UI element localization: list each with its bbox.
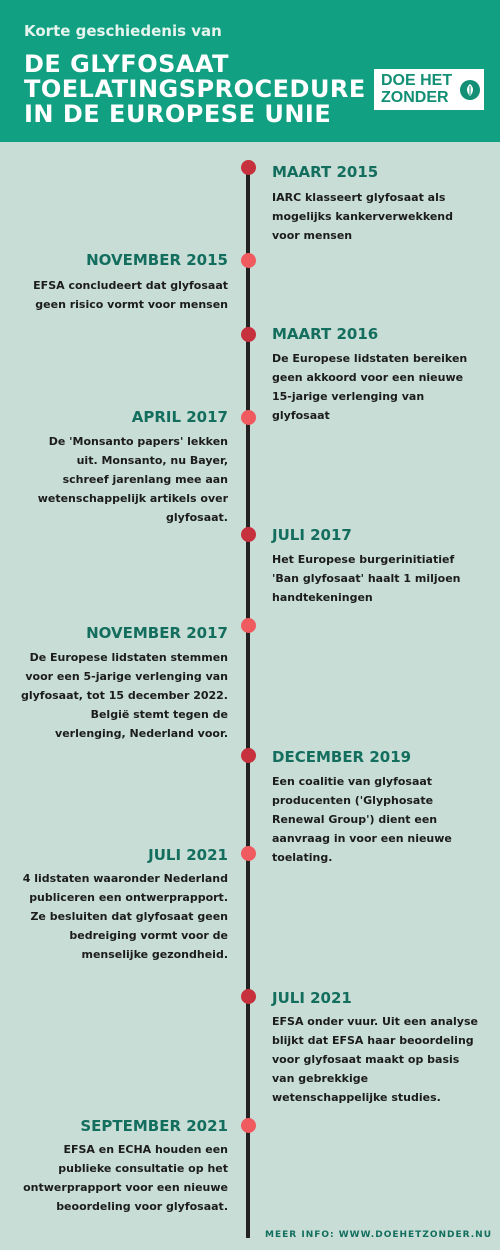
event-text: Een coalitie van glyfosaat producenten ('Glyphosate Renewal Group') dient een aanvraag in voor een nieuwe toelating. — [272, 775, 452, 864]
timeline-dot — [241, 527, 256, 542]
subtitle: Korte geschiedenis van — [24, 22, 222, 40]
title-line-3: IN DE EUROPESE UNIE — [24, 100, 332, 128]
timeline-dot — [241, 618, 256, 633]
event-date: JULI 2021 — [272, 989, 352, 1007]
timeline-dot — [241, 253, 256, 268]
title-line-2: TOELATINGSPROCEDURE — [24, 75, 366, 103]
timeline-line — [246, 163, 250, 1238]
event-text: 4 lidstaten waaronder Nederland publiceren een ontwerprapport. Ze besluiten dat glyfosaat geen bedreiging vormt voor de menselijke gezondheid. — [22, 872, 228, 961]
timeline-dot — [241, 160, 256, 175]
event-date: JULI 2021 — [148, 846, 228, 864]
event-date: NOVEMBER 2015 — [86, 251, 228, 269]
logo-line-2: ZONDER — [381, 89, 449, 106]
timeline-dot — [241, 846, 256, 861]
timeline-dot — [241, 1118, 256, 1133]
event-date: APRIL 2017 — [131, 408, 228, 426]
event-date: JULI 2017 — [272, 526, 352, 544]
event-date: MAART 2016 — [272, 325, 379, 343]
event-text: EFSA concludeert dat glyfosaat geen risico vormt voor mensen — [33, 279, 228, 311]
event-text: Het Europese burgerinitiatief 'Ban glyfosaat' haalt 1 miljoen handtekeningen — [272, 553, 461, 604]
event-text: IARC klasseert glyfosaat als mogelijks kankerverwekkend voor mensen — [272, 191, 454, 242]
logo-line-1: DOE HET — [381, 72, 453, 89]
brand-logo[interactable] — [374, 69, 484, 110]
event-text: De Europese lidstaten bereiken geen akkoord voor een nieuwe 15-jarige verlenging van glyfosaat — [272, 352, 468, 422]
footer-link[interactable]: MEER INFO: WWW.DOEHETZONDER.NU — [265, 1230, 492, 1240]
timeline-dot — [241, 410, 256, 425]
event-text: De 'Monsanto papers' lekken uit. Monsanto, nu Bayer, schreef jarenlang mee aan wetenschappelijk artikels over glyfosaat. — [37, 435, 228, 524]
ok-hand-leaf-icon — [459, 79, 481, 101]
event-text: De Europese lidstaten stemmen voor een 5-jarige verlenging van glyfosaat, tot 15 december 2022. België stemt tegen de verlenging, Nederland voor. — [20, 651, 228, 740]
event-text: EFSA onder vuur. Uit een analyse blijkt dat EFSA haar beoordeling voor glyfosaat maakt op basis van gebrekkige wetenschappelijke studies. — [272, 1015, 478, 1104]
event-text: EFSA en ECHA houden een publieke consultatie op het ontwerprapport voor een nieuwe beoordeling voor glyfosaat. — [23, 1143, 228, 1213]
timeline-dot — [241, 989, 256, 1004]
event-date: MAART 2015 — [272, 163, 379, 181]
event-date: SEPTEMBER 2021 — [80, 1117, 228, 1135]
event-date: DECEMBER 2019 — [272, 748, 412, 766]
header-banner — [0, 0, 500, 142]
timeline-dot — [241, 327, 256, 342]
event-date: NOVEMBER 2017 — [86, 624, 228, 642]
timeline-dot — [241, 748, 256, 763]
title-line-1: DE GLYFOSAAT — [24, 50, 230, 78]
page-title — [24, 52, 366, 127]
